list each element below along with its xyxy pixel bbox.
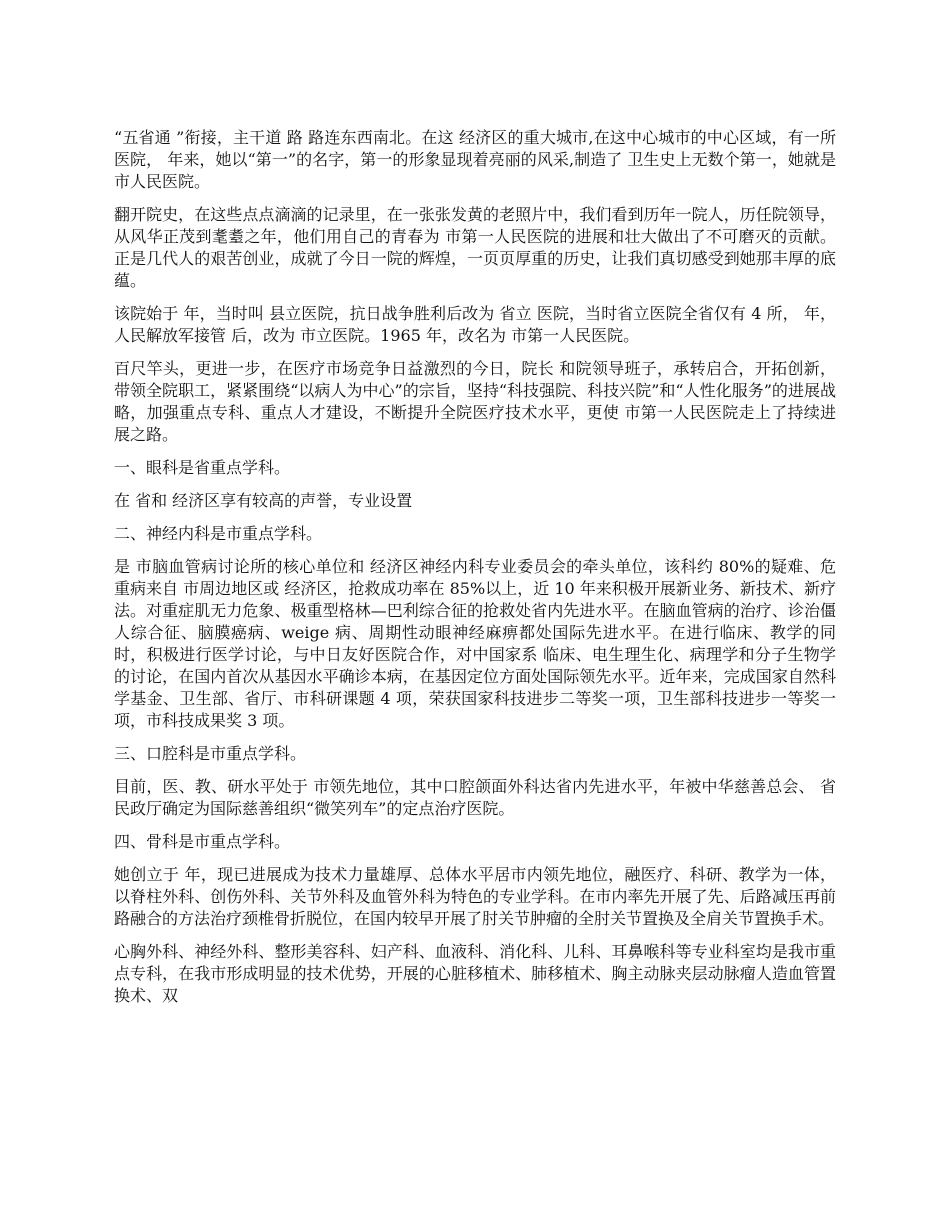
section-heading-stomatology: 三、口腔科是市重点学科。 [114, 744, 307, 763]
orthopedics-paragraph: 她创立于 年，现已进展成为技术力量雄厚、总体水平居市内领先地位，融医疗、科研、教学为一体，以脊柱外科、创伤外科、关节外科及血管外科为特色的专业学科。在市内率先开展了先、后路减压再前路融合的方法治疗颈椎骨折脱位，在国内较早开展了肘关节肿瘤的全肘关节置换及全肩关节置换手术。 [114, 865, 836, 928]
ophthalmology-paragraph: 在 省和 经济区享有较高的声誉，专业设置 [114, 491, 413, 510]
document-body [114, 127, 836, 1018]
section-heading-ophthalmology: 一、眼科是省重点学科。 [114, 458, 291, 477]
origin-paragraph: 该院始于 年，当时叫 县立医院，抗日战争胜利后改为 省立 医院，当时省立医院全省仅有 4 所， 年，人民解放军接管 后，改为 市立医院。1965 年，改名为 市第一人民医院。 [114, 304, 836, 345]
history-paragraph: 翻开院史，在这些点点滴滴的记录里，在一张张发黄的老照片中，我们看到历年一院人，历任院领导，从风华正茂到耄耋之年，他们用自己的青春为 市第一人民医院的进展和壮大做出了不可磨灭的贡献。正是几代人的艰苦创业，成就了今日一院的辉煌，一页页厚重的历史，让我们真切感受到她那丰厚的底蕴。 [114, 205, 836, 290]
development-paragraph: 百尺竿头，更进一步，在医疗市场竞争日益激烈的今日，院长 和院领导班子，承转启合，开拓创新，带领全院职工，紧紧围绕“以病人为中心”的宗旨，坚持“科技强院、科技兴院”和“人性化服务”的进展战略，加强重点专科、重点人才建设，不断提升全院医疗技术水平，更使 市第一人民医院走上了持续进展之路。 [114, 359, 836, 444]
other-departments-paragraph: 心胸外科、神经外科、整形美容科、妇产科、血液科、消化科、儿科、耳鼻喉科等专业科室均是我市重点专科，在我市形成明显的技术优势，开展的心脏移植术、肺移植术、胸主动脉夹层动脉瘤人造血管置换术、双 [114, 942, 836, 1005]
stomatology-paragraph: 目前，医、教、研水平处于 市领先地位，其中口腔颌面外科达省内先进水平，年被中华慈善总会、 省民政厅确定为国际慈善组织“微笑列车”的定点治疗医院。 [114, 777, 836, 818]
intro-paragraph: “五省通 ”衔接，主干道 路 路连东西南北。在这 经济区的重大城市,在这中心城市的中心区域，有一所医院， 年来，她以“第一”的名字，第一的形象显现着亮丽的风采,制造了 卫生史上无数个第一，她就是 市人民医院。 [114, 128, 836, 191]
section-heading-orthopedics: 四、骨科是市重点学科。 [114, 832, 291, 851]
section-heading-neurology: 二、神经内科是市重点学科。 [114, 524, 323, 543]
neurology-paragraph: 是 市脑血管病讨论所的核心单位和 经济区神经内科专业委员会的牵头单位，该科约 80%的疑难、危重病来自 市周边地区或 经济区，抢救成功率在 85%以上，近 10 年来积极开展新业务、新技术、新疗法。对重症肌无力危象、极重型格林—巴利综合征的抢救处省内先进水平。在脑血管病的治疗、诊治僵人综合征、脑膜癌病、weige 病、周期性动眼神经麻痹都处国际先进水平。在进行临床、教学的同时，积极进行医学讨论，与中日友好医院合作，对中国家系 临床、电生理生化、病理学和分子生物学的讨论，在国内首次从基因水平确诊本病，在基因定位方面处国际领先水平。近年来，完成国家自然科学基金、卫生部、省厅、市科研课题 4 项，荣获国家科技进步二等奖一项，卫生部科技进步一等奖一项，市科技成果奖 3 项。 [114, 557, 836, 730]
